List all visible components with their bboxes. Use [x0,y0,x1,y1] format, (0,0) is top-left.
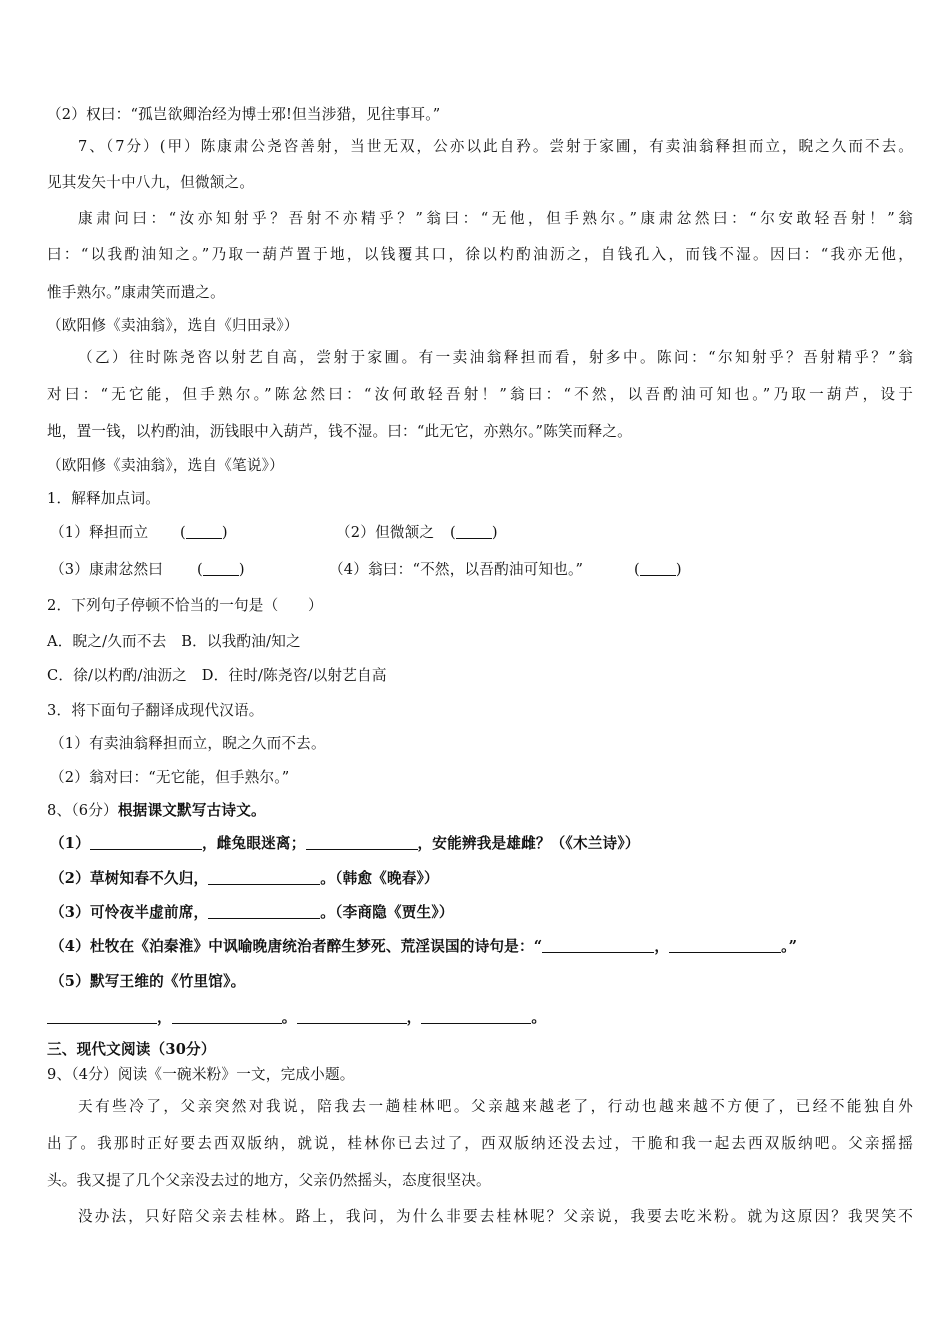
fill-blank[interactable] [669,938,781,953]
recitation-item-4: （4）杜牧在《泊秦淮》中讽喻晚唐统治者醉生梦死、荒淫误国的诗句是：“ ， 。” [50,938,798,955]
fill-blank[interactable] [208,904,320,919]
source-citation: （欧阳修《卖油翁》，选自《笔说》） [47,457,284,474]
section-heading: 三、现代文阅读（30分） [47,1041,216,1058]
fill-blank[interactable] [47,1009,157,1024]
subquestion-2: 2．下列句子停顿不恰当的一句是（ ） [47,597,323,614]
sub-item-3-2: （2）翁对曰：“无它能，但手熟尔。” [50,769,290,786]
passage-jia-line: 惟手熟尔。”康肃笑而遣之。 [47,284,225,301]
recitation-item-5-blanks: ， 。 ， 。 [47,1008,546,1028]
recitation-item-1: （1） ，雌兔眼迷离； ，安能辨我是雄雌？（《木兰诗》） [50,835,640,852]
text-line: （2）权曰：“孤岂欲卿治经为博士邪!但当涉猎，见往事耳。” [47,106,441,123]
recitation-item-2: （2）草树知春不久归， 。（韩愈《晚春》） [50,870,439,887]
passage-yi-line: 地，置一钱，以杓酌油，沥钱眼中入葫芦，钱不湿。曰：“此无它，亦熟尔。”陈笑而释之。 [47,423,632,440]
fill-blank[interactable] [208,870,320,885]
answer-blank[interactable]: ( ) [197,561,245,578]
fill-blank[interactable] [297,1009,407,1024]
passage-line: 头。我又提了几个父亲没去过的地方，父亲仍然摇头，态度很坚决。 [47,1172,491,1189]
subquestion-3: 3．将下面句子翻译成现代汉语。 [47,702,264,719]
recitation-item-5: （5）默写王维的《竹里馆》。 [50,973,246,990]
fill-blank[interactable] [90,835,202,850]
question-7-line: 7、（7分）(甲）陈康肃公尧咨善射，当世无双，公亦以此自矜。尝射于家圃，有卖油翁释担而立，睨之久而不去。 [78,138,913,155]
option-line: C．徐/以杓酌/油沥之 D．往时/陈尧咨/以射艺自高 [47,667,387,684]
passage-line: 没办法，只好陪父亲去桂林。路上，我问，为什么非要去桂林呢？父亲说，我要去吃米粉。就为这原因？我哭笑不 [78,1208,913,1225]
sub-item-1-2: （2）但微颔之 [336,524,435,541]
passage-line: 天有些冷了，父亲突然对我说，陪我去一趟桂林吧。父亲越来越老了，行动也越来越不方便了，已经不能独自外 [78,1098,913,1115]
passage-jia-line: 康肃问曰：“汝亦知射乎？吾射不亦精乎？”翁曰：“无他，但手熟尔。”康肃忿然曰：“尔安敢轻吾射！”翁 [78,210,913,227]
sub-item-1-1: （1）释担而立 [50,524,149,541]
sub-item-1-3: （3）康肃忿然曰 [50,561,164,578]
sub-item-3-1: （1）有卖油翁释担而立，睨之久而不去。 [50,735,326,752]
passage-line: 出了。我那时正好要去西双版纳，就说，桂林你已去过了，西双版纳还没去过，干脆和我一起去西双版纳吧。父亲摇摇 [47,1135,913,1152]
question-9-heading: 9、（4分）阅读《一碗米粉》一文，完成小题。 [47,1066,355,1083]
answer-blank[interactable]: ( ) [634,561,682,578]
source-citation: （欧阳修《卖油翁》，选自《归田录》） [47,317,299,334]
fill-blank[interactable] [172,1009,282,1024]
recitation-item-3: （3）可怜夜半虚前席， 。（李商隐《贾生》） [50,904,454,921]
option-line: A．睨之/久而不去 B．以我酌油/知之 [47,633,301,650]
fill-blank[interactable] [542,938,654,953]
answer-blank[interactable]: ( ) [180,524,228,541]
sub-item-1-4: （4）翁曰：“不然，以吾酌油可知也。” [329,561,584,578]
subquestion-1: 1．解释加点词。 [47,490,161,507]
passage-yi-line: 对曰：“无它能，但手熟尔。”陈忿然曰：“汝何敢轻吾射！”翁曰：“不然，以吾酌油可知也。”乃取一葫芦，设于 [47,386,913,403]
passage-jia-line: 曰：“以我酌油知之。”乃取一葫芦置于地，以钱覆其口，徐以杓酌油沥之，自钱孔入，而钱不湿。因曰：“我亦无他， [47,246,913,263]
answer-blank[interactable]: ( ) [450,524,498,541]
question-7-line: 见其发矢十中八九，但微颔之。 [47,174,255,191]
passage-yi-line: （乙）往时陈尧咨以射艺自高，尝射于家圃。有一卖油翁释担而看，射多中。陈问：“尔知射乎？吾射精乎？”翁 [78,349,913,366]
question-8-heading: 8、（6分）根据课文默写古诗文。 [47,802,266,819]
fill-blank[interactable] [421,1009,531,1024]
fill-blank[interactable] [306,835,418,850]
